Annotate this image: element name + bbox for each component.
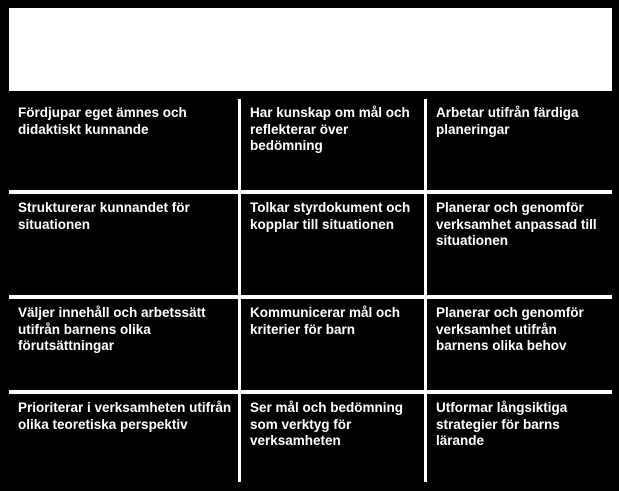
table-cell: Planerar och genomför verksamhet anpassad till situationen [427,194,612,295]
table-cell: Planerar och genomför verksamhet utifrån barnens olika behov [427,299,612,390]
table-cell: Strukturerar kunnandet för situationen [9,194,238,295]
header-box [9,8,612,91]
table-cell: Utformar långsiktiga strategier för barns lärande [427,394,612,482]
table-cell: Tolkar styrdokument och kopplar till situationen [241,194,424,295]
competence-table [9,99,612,482]
table-cell: Arbetar utifrån färdiga planeringar [427,99,612,190]
table-cell: Väljer innehåll och arbetssätt utifrån barnens olika förutsättningar [9,299,238,390]
table-cell: Kommunicerar mål och kriterier för barn [241,299,424,390]
table-cell: Prioriterar i verksamheten utifrån olika teoretiska perspektiv [9,394,238,482]
table-cell: Fördjupar eget ämnes och didaktiskt kunnande [9,99,238,190]
table-cell: Har kunskap om mål och reflekterar över bedömning [241,99,424,190]
table-cell: Ser mål och bedömning som verktyg för verksamheten [241,394,424,482]
